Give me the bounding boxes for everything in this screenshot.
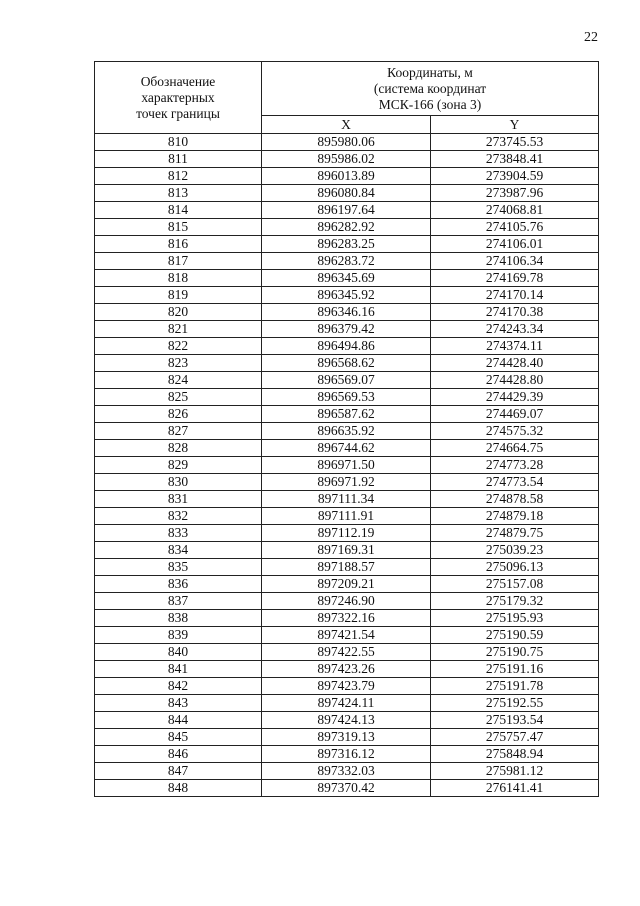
point-cell: 834 xyxy=(95,542,262,559)
y-cell: 274068.81 xyxy=(431,202,599,219)
table-row xyxy=(95,610,599,627)
x-cell: 896346.16 xyxy=(262,304,431,321)
table-row xyxy=(95,780,599,797)
x-cell: 897423.79 xyxy=(262,678,431,695)
table-row xyxy=(95,406,599,423)
y-cell: 275981.12 xyxy=(431,763,599,780)
point-cell: 827 xyxy=(95,423,262,440)
x-cell: 897332.03 xyxy=(262,763,431,780)
table-row xyxy=(95,593,599,610)
table-row xyxy=(95,287,599,304)
point-cell: 813 xyxy=(95,185,262,202)
table-row xyxy=(95,712,599,729)
point-cell: 829 xyxy=(95,457,262,474)
point-cell: 842 xyxy=(95,678,262,695)
table-row xyxy=(95,678,599,695)
y-cell: 275157.08 xyxy=(431,576,599,593)
coords-header-line: МСК-166 (зона 3) xyxy=(378,96,482,112)
y-cell: 274469.07 xyxy=(431,406,599,423)
y-cell: 274575.32 xyxy=(431,423,599,440)
y-cell: 275195.93 xyxy=(431,610,599,627)
point-cell: 811 xyxy=(95,151,262,168)
x-cell: 896282.92 xyxy=(262,219,431,236)
y-cell: 274879.18 xyxy=(431,508,599,525)
page-number: 22 xyxy=(584,30,598,45)
point-header-line: характерных xyxy=(141,89,215,105)
x-cell: 896197.64 xyxy=(262,202,431,219)
table-row xyxy=(95,542,599,559)
x-cell: 897246.90 xyxy=(262,593,431,610)
x-cell: 896283.25 xyxy=(262,236,431,253)
point-cell: 820 xyxy=(95,304,262,321)
x-cell: 896345.92 xyxy=(262,287,431,304)
x-cell: 896283.72 xyxy=(262,253,431,270)
table-row xyxy=(95,746,599,763)
point-cell: 818 xyxy=(95,270,262,287)
x-cell: 897370.42 xyxy=(262,780,431,797)
point-cell: 812 xyxy=(95,168,262,185)
y-cell: 275190.59 xyxy=(431,627,599,644)
y-cell: 274374.11 xyxy=(431,338,599,355)
table-body xyxy=(95,134,599,797)
y-cell: 274105.76 xyxy=(431,219,599,236)
x-cell: 897111.91 xyxy=(262,508,431,525)
coordinates-table xyxy=(94,61,599,797)
point-cell: 826 xyxy=(95,406,262,423)
point-cell: 810 xyxy=(95,134,262,151)
table-row xyxy=(95,423,599,440)
x-cell: 896080.84 xyxy=(262,185,431,202)
y-cell: 273848.41 xyxy=(431,151,599,168)
y-cell: 274773.28 xyxy=(431,457,599,474)
point-cell: 832 xyxy=(95,508,262,525)
table-row xyxy=(95,253,599,270)
point-header-line: точек границы xyxy=(136,105,220,121)
y-cell: 273987.96 xyxy=(431,185,599,202)
y-cell: 275096.13 xyxy=(431,559,599,576)
x-cell: 897316.12 xyxy=(262,746,431,763)
point-cell: 845 xyxy=(95,729,262,746)
table-row xyxy=(95,661,599,678)
x-cell: 897424.11 xyxy=(262,695,431,712)
point-cell: 847 xyxy=(95,763,262,780)
x-cell: 896971.50 xyxy=(262,457,431,474)
table-row xyxy=(95,270,599,287)
point-cell: 816 xyxy=(95,236,262,253)
y-cell: 275191.16 xyxy=(431,661,599,678)
y-column-header: Y xyxy=(431,116,599,134)
table-row xyxy=(95,508,599,525)
point-cell: 821 xyxy=(95,321,262,338)
x-cell: 897322.16 xyxy=(262,610,431,627)
y-cell: 275190.75 xyxy=(431,644,599,661)
point-cell: 815 xyxy=(95,219,262,236)
table-row xyxy=(95,304,599,321)
point-cell: 839 xyxy=(95,627,262,644)
table-row xyxy=(95,576,599,593)
x-cell: 896494.86 xyxy=(262,338,431,355)
table-row xyxy=(95,134,599,151)
x-cell: 895980.06 xyxy=(262,134,431,151)
y-cell: 275192.55 xyxy=(431,695,599,712)
point-cell: 823 xyxy=(95,355,262,372)
x-cell: 896744.62 xyxy=(262,440,431,457)
point-cell: 828 xyxy=(95,440,262,457)
table-row xyxy=(95,389,599,406)
x-cell: 896569.07 xyxy=(262,372,431,389)
point-designation-header xyxy=(95,62,262,134)
x-cell: 895986.02 xyxy=(262,151,431,168)
point-cell: 819 xyxy=(95,287,262,304)
point-cell: 817 xyxy=(95,253,262,270)
table-row xyxy=(95,151,599,168)
table-row xyxy=(95,236,599,253)
x-cell: 897422.55 xyxy=(262,644,431,661)
coordinates-header xyxy=(262,62,599,116)
x-cell: 896013.89 xyxy=(262,168,431,185)
point-cell: 814 xyxy=(95,202,262,219)
x-cell: 897424.13 xyxy=(262,712,431,729)
x-cell: 896379.42 xyxy=(262,321,431,338)
point-cell: 843 xyxy=(95,695,262,712)
x-cell: 897319.13 xyxy=(262,729,431,746)
table-row xyxy=(95,644,599,661)
point-cell: 824 xyxy=(95,372,262,389)
table-row xyxy=(95,763,599,780)
y-cell: 273745.53 xyxy=(431,134,599,151)
table-row xyxy=(95,559,599,576)
point-cell: 838 xyxy=(95,610,262,627)
y-cell: 275039.23 xyxy=(431,542,599,559)
y-cell: 274169.78 xyxy=(431,270,599,287)
table-row xyxy=(95,355,599,372)
table-row xyxy=(95,185,599,202)
table-row xyxy=(95,525,599,542)
point-cell: 844 xyxy=(95,712,262,729)
point-cell: 822 xyxy=(95,338,262,355)
x-column-header: X xyxy=(262,116,431,134)
x-cell: 897421.54 xyxy=(262,627,431,644)
x-cell: 896971.92 xyxy=(262,474,431,491)
point-cell: 840 xyxy=(95,644,262,661)
point-cell: 830 xyxy=(95,474,262,491)
y-cell: 274879.75 xyxy=(431,525,599,542)
y-cell: 274106.34 xyxy=(431,253,599,270)
coords-header-line: (система координат xyxy=(373,80,487,96)
point-header-line: Обозначение xyxy=(140,73,216,89)
point-cell: 848 xyxy=(95,780,262,797)
x-cell: 897209.21 xyxy=(262,576,431,593)
table-row xyxy=(95,202,599,219)
point-cell: 846 xyxy=(95,746,262,763)
y-cell: 274170.14 xyxy=(431,287,599,304)
y-cell: 274664.75 xyxy=(431,440,599,457)
y-cell: 275191.78 xyxy=(431,678,599,695)
table-row xyxy=(95,627,599,644)
y-cell: 274773.54 xyxy=(431,474,599,491)
y-cell: 275757.47 xyxy=(431,729,599,746)
y-cell: 274170.38 xyxy=(431,304,599,321)
point-cell: 831 xyxy=(95,491,262,508)
table-row xyxy=(95,321,599,338)
table-row xyxy=(95,695,599,712)
point-cell: 835 xyxy=(95,559,262,576)
table-row xyxy=(95,440,599,457)
coords-header-line: Координаты, м xyxy=(387,64,473,80)
table-header xyxy=(95,62,599,134)
y-cell: 274428.40 xyxy=(431,355,599,372)
table-row xyxy=(95,729,599,746)
x-cell: 896568.62 xyxy=(262,355,431,372)
y-cell: 273904.59 xyxy=(431,168,599,185)
y-cell: 275179.32 xyxy=(431,593,599,610)
point-cell: 833 xyxy=(95,525,262,542)
y-cell: 276141.41 xyxy=(431,780,599,797)
x-cell: 897169.31 xyxy=(262,542,431,559)
x-cell: 896587.62 xyxy=(262,406,431,423)
x-cell: 897111.34 xyxy=(262,491,431,508)
point-cell: 837 xyxy=(95,593,262,610)
y-cell: 274429.39 xyxy=(431,389,599,406)
point-cell: 825 xyxy=(95,389,262,406)
y-cell: 274878.58 xyxy=(431,491,599,508)
table-row xyxy=(95,219,599,236)
table-row xyxy=(95,338,599,355)
y-cell: 275193.54 xyxy=(431,712,599,729)
table-row xyxy=(95,372,599,389)
x-cell: 896569.53 xyxy=(262,389,431,406)
point-cell: 836 xyxy=(95,576,262,593)
x-cell: 896635.92 xyxy=(262,423,431,440)
y-cell: 274106.01 xyxy=(431,236,599,253)
table-row xyxy=(95,457,599,474)
y-cell: 274428.80 xyxy=(431,372,599,389)
x-cell: 897188.57 xyxy=(262,559,431,576)
y-cell: 274243.34 xyxy=(431,321,599,338)
table-row xyxy=(95,168,599,185)
y-cell: 275848.94 xyxy=(431,746,599,763)
point-cell: 841 xyxy=(95,661,262,678)
x-cell: 897112.19 xyxy=(262,525,431,542)
x-cell: 897423.26 xyxy=(262,661,431,678)
table-row xyxy=(95,474,599,491)
x-cell: 896345.69 xyxy=(262,270,431,287)
table-row xyxy=(95,491,599,508)
